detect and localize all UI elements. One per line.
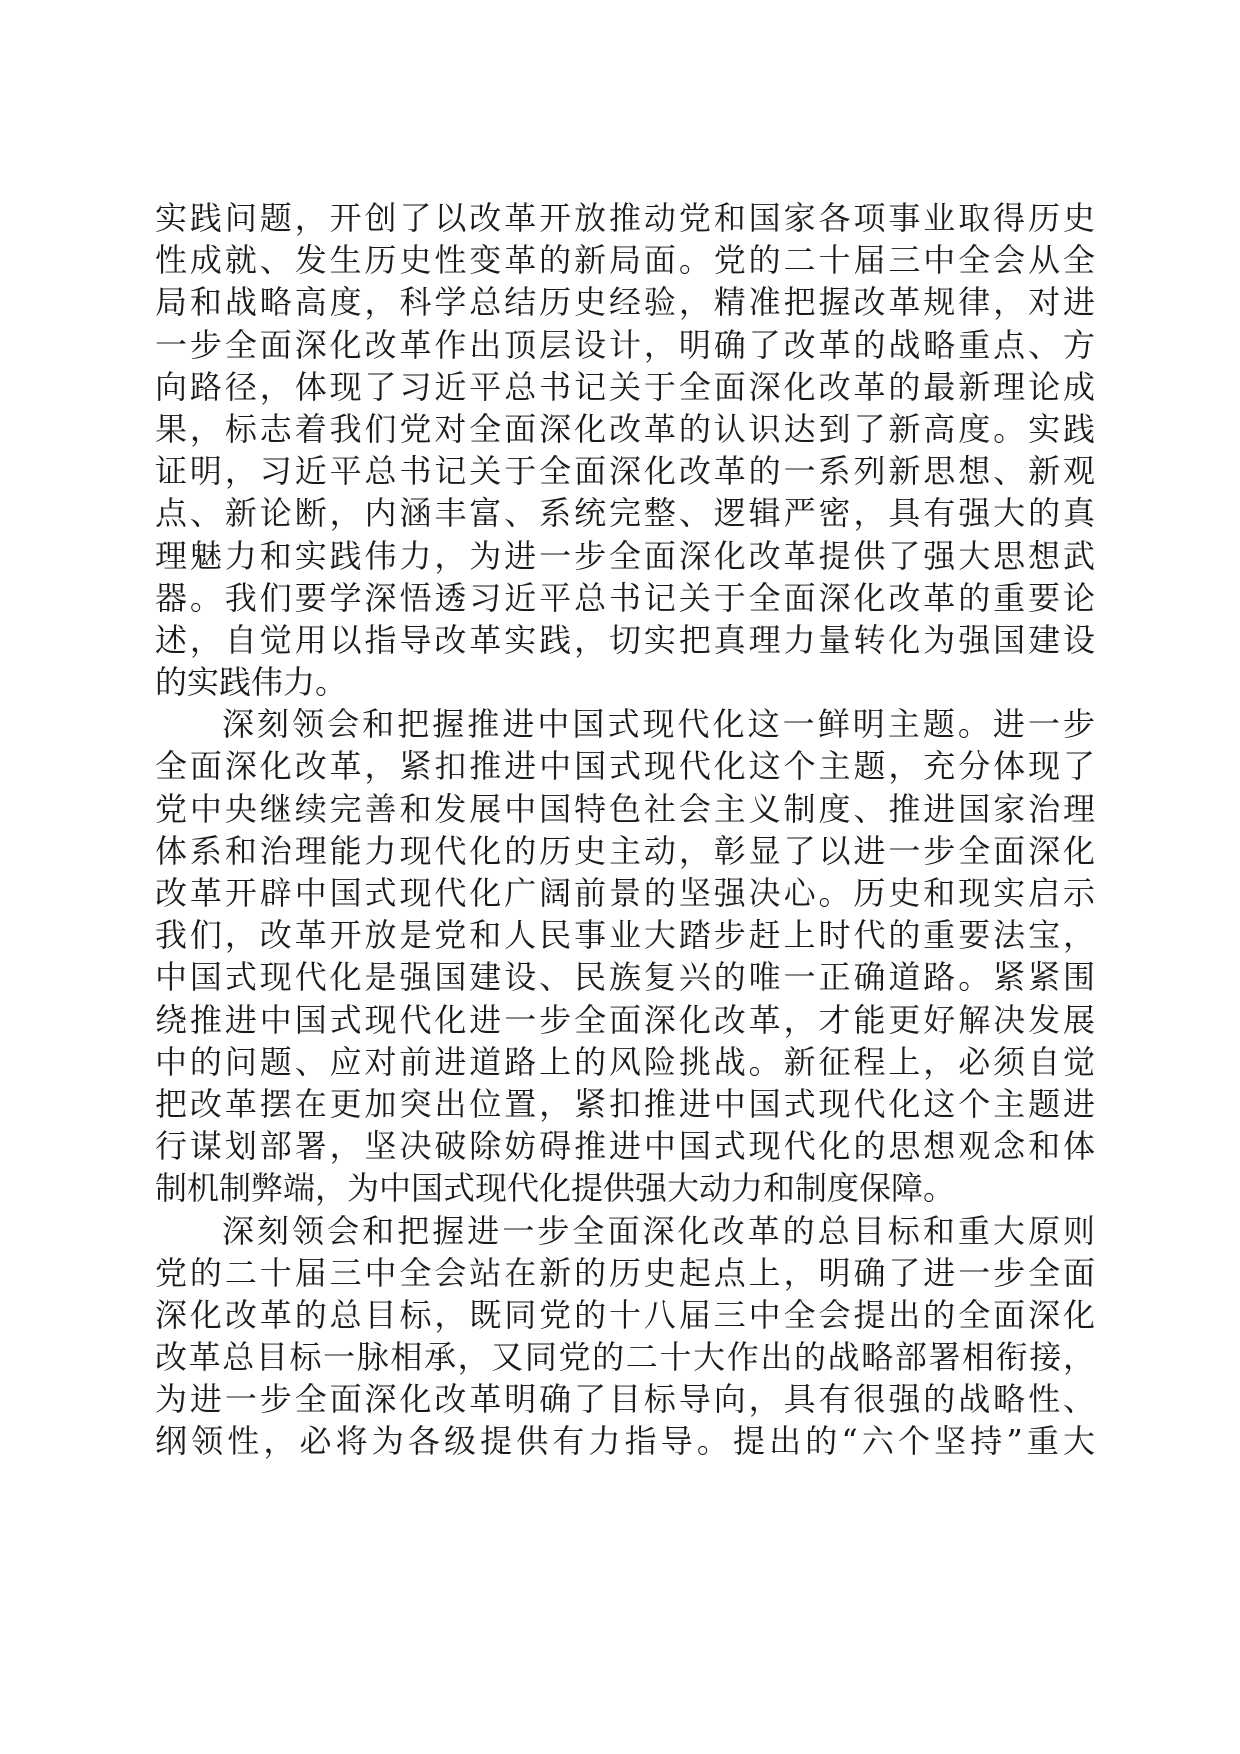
text-line: 行谋划部署，坚决破除妨碍推进中国式现代化的思想观念和体 bbox=[155, 1127, 1095, 1166]
text-line: 党中央继续完善和发展中国特色社会主义制度、推进国家治理 bbox=[155, 789, 1095, 828]
article-body bbox=[155, 197, 1095, 1463]
text-line: 述，自觉用以指导改革实践，切实把真理力量转化为强国建设 bbox=[155, 620, 1095, 659]
paragraph-first-line: 深刻领会和把握推进中国式现代化这一鲜明主题。进一步 bbox=[222, 705, 1095, 744]
text-line: 制机制弊端，为中国式现代化提供强大动力和制度保障。 bbox=[155, 1169, 956, 1208]
text-line: 证明，习近平总书记关于全面深化改革的一系列新思想、新观 bbox=[155, 452, 1095, 491]
text-line: 一步全面深化改革作出顶层设计，明确了改革的战略重点、方 bbox=[155, 325, 1095, 364]
text-line: 中的问题、应对前进道路上的风险挑战。新征程上，必须自觉 bbox=[155, 1042, 1095, 1081]
text-line: 改革开辟中国式现代化广阔前景的坚强决心。历史和现实启示 bbox=[155, 874, 1095, 912]
text-line: 理魅力和实践伟力，为进一步全面深化改革提供了强大思想武 bbox=[155, 536, 1095, 575]
text-line: 把改革摆在更加突出位置，紧扣推进中国式现代化这个主题进 bbox=[155, 1084, 1095, 1123]
text-line: 性成就、发生历史性变革的新局面。党的二十届三中全会从全 bbox=[155, 241, 1095, 280]
text-line: 实践问题，开创了以改革开放推动党和国家各项事业取得历史 bbox=[155, 199, 1095, 237]
text-line: 党的二十届三中全会站在新的历史起点上，明确了进一步全面 bbox=[155, 1253, 1095, 1292]
text-line: 向路径，体现了习近平总书记关于全面深化改革的最新理论成 bbox=[155, 367, 1095, 406]
text-line: 改革总目标一脉相承，又同党的二十大作出的战略部署相衔接， bbox=[155, 1338, 1095, 1377]
text-line: 果，标志着我们党对全面深化改革的认识达到了新高度。实践 bbox=[155, 409, 1095, 448]
text-line: 深化改革的总目标，既同党的十八届三中全会提出的全面深化 bbox=[155, 1295, 1095, 1334]
text-line: 为进一步全面深化改革明确了目标导向，具有很强的战略性、 bbox=[155, 1380, 1095, 1419]
paragraph-first-line: 深刻领会和把握进一步全面深化改革的总目标和重大原则 bbox=[222, 1211, 1095, 1250]
text-line: 局和战略高度，科学总结历史经验，精准把握改革规律，对进 bbox=[155, 283, 1095, 322]
text-line: 绕推进中国式现代化进一步全面深化改革，才能更好解决发展 bbox=[155, 1000, 1095, 1039]
text-line: 纲领性，必将为各级提供有力指导。提出的“六个坚持”重大 bbox=[155, 1422, 1095, 1461]
text-line: 的实践伟力。 bbox=[155, 663, 348, 702]
text-line: 中国式现代化是强国建设、民族复兴的唯一正确道路。紧紧围 bbox=[155, 958, 1095, 997]
text-line: 体系和治理能力现代化的历史主动，彰显了以进一步全面深化 bbox=[155, 831, 1095, 870]
text-line: 全面深化改革，紧扣推进中国式现代化这个主题，充分体现了 bbox=[155, 747, 1095, 786]
text-line: 器。我们要学深悟透习近平总书记关于全面深化改革的重要论 bbox=[155, 578, 1095, 617]
text-line: 点、新论断，内涵丰富、系统完整、逻辑严密，具有强大的真 bbox=[155, 494, 1095, 533]
text-line: 我们，改革开放是党和人民事业大踏步赶上时代的重要法宝， bbox=[155, 916, 1095, 955]
